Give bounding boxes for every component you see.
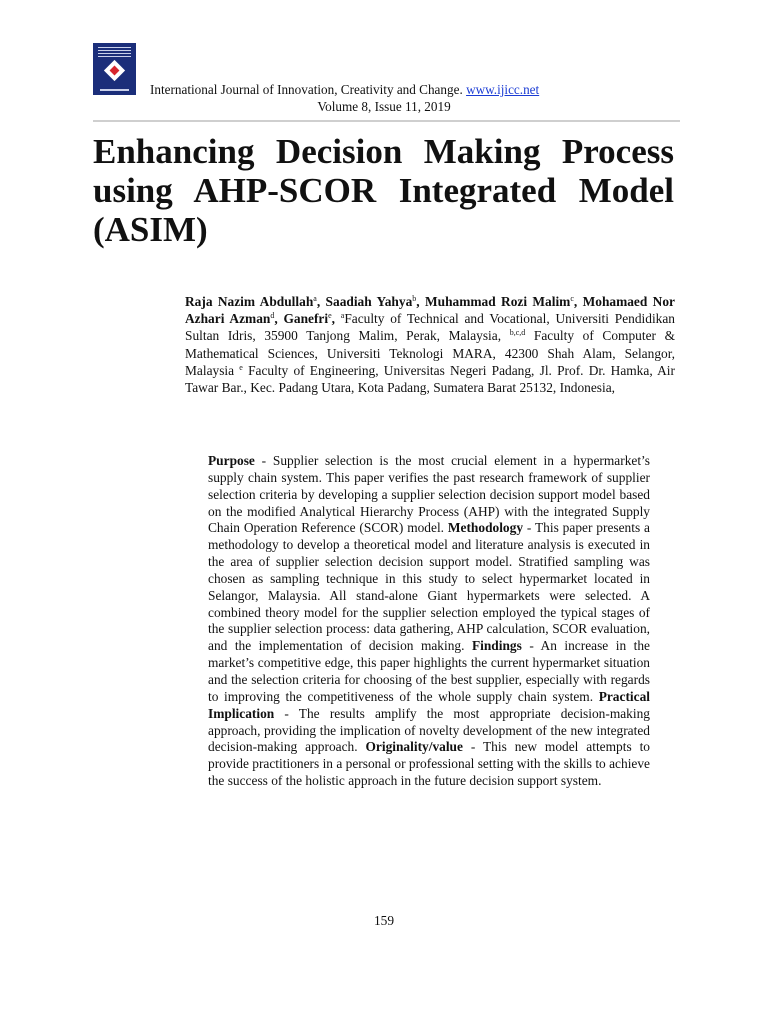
affiliation-e-mark: e xyxy=(239,362,243,372)
affiliation-a-mark: a xyxy=(340,311,345,321)
header-divider xyxy=(93,120,680,122)
abstract-practical-label: Practical Implication xyxy=(208,688,650,721)
author-4: Mohamaed Nor Azhari Azman xyxy=(185,294,675,327)
affiliation-bcd: Faculty of Computer & Mathematical Sciences, Universiti Teknologi MARA, 42300 Shah Alam, Selangor, Malaysia xyxy=(185,328,676,378)
title-line-3: (ASIM) xyxy=(93,210,208,249)
title-line-1: Enhancing Decision Making Process xyxy=(93,132,674,171)
abstract-methodology-label: Methodology xyxy=(447,520,524,536)
journal-logo xyxy=(93,43,136,95)
abstract-findings-text: - An increase in the market’s competitive edge, this paper highlights the current hypermarket situation and the selection criteria for choosing of the best supplier, especially with regards to improving the competitiveness of the whole supply chain system. xyxy=(208,638,650,704)
abstract-purpose-label: Purpose xyxy=(208,453,255,468)
author-2: Saadiah Yahya xyxy=(325,294,413,309)
author-3-affiliation-mark: c xyxy=(570,294,574,303)
logo-footer-line xyxy=(100,89,129,91)
abstract xyxy=(208,453,650,790)
abstract-methodology-text: - This paper presents a methodology to develop a theoretical model and literature analysis is executed in the area of supplier selection decision support model. Stratified sampling was chosen as sampling technique in this study to select hypermarket located in Selangor, Malaysia. All stand-alone Giant hypermarkets were selected. A combined theory model for the supplier selection employed the typical stages of the supplier selection process: data gathering, AHP calculation, SCOR evaluation, and the implementation of decision making. xyxy=(208,520,650,654)
author-affiliations: Raja Nazim Abdullah$^a$, Saadiah Yahya$^b$, Muhammad Rozi Malim$^c$, Mohamaed Nor Azhari Azman$^d$, Ganefri$^e$, $^a$Faculty of Technical and Vocational, Universiti Pendidikan Sultan Idris, 35900 Tanjong Malim, Perak, Malaysia, $^{b,c,d}$ Faculty of Computer & Mathematical Sciences, Universiti Teknologi MARA, 42300 Shah Alam, Selangor, Malaysia $^e$ Faculty of Engineering, Universitas Negeri Padang, Jl. Prof. Dr. Hamka, Air Tawar Bar., Kec. Padang Utara, Kota Padang, Sumatera Barat 25132, Indonesia, xyxy=(185,294,676,396)
journal-url-link[interactable]: www.ijicc.net xyxy=(466,82,540,97)
paper-title xyxy=(93,132,674,249)
logo-text-lines xyxy=(98,47,131,57)
abstract-findings-label: Findings xyxy=(471,638,522,654)
journal-header xyxy=(150,82,539,98)
title-line-2: using AHP-SCOR Integrated Model xyxy=(93,171,674,210)
author-4-affiliation-mark: d xyxy=(270,311,275,321)
page-number: 159 xyxy=(373,913,395,928)
author-1: Raja Nazim Abdullah xyxy=(185,294,314,309)
author-5-affiliation-mark: e xyxy=(328,311,332,321)
affiliation-bcd-mark: b,c,d xyxy=(509,328,526,338)
abstract-purpose-text: - Supplier selection is the most crucial element in a hypermarket’s supply chain system. This paper verifies the past research framework of supplier selection criteria by developing a supplier selection decision support model based on the modified Analytical Hierarchy Process (AHP) with the integrated Supply Chain Operation Reference (SCOR) model. xyxy=(208,453,650,536)
author-3: Muhammad Rozi Malim xyxy=(424,294,571,309)
abstract-originality-text: - This new model attempts to provide practitioners in a personal or professional setting with the skills to achieve the success of the holistic approach in the future decision support system. xyxy=(208,739,650,789)
affiliation-e: Faculty of Engineering, Universitas Negeri Padang, Jl. Prof. Dr. Hamka, Air Tawar Bar., Kec. Padang Utara, Kota Padang, Sumatera Barat 25132, Indonesia, xyxy=(185,362,675,396)
volume-issue: Volume 8, Issue 11, 2019 xyxy=(317,99,451,114)
author-2-affiliation-mark: b xyxy=(412,294,417,303)
author-1-affiliation-mark: a xyxy=(313,294,317,303)
affiliation-a: Faculty of Technical and Vocational, Universiti Pendidikan Sultan Idris, 35900 Tanjong Malim, Perak, Malaysia, xyxy=(185,311,675,344)
abstract-practical-text: - The results amplify the most appropriate decision-making approach, providing the implication of novelty development of the new integrated decision-making approach. xyxy=(208,705,650,755)
abstract-originality-label: Originality/value xyxy=(365,739,463,755)
author-5: Ganefri xyxy=(283,311,329,327)
journal-name: International Journal of Innovation, Creativity and Change. xyxy=(150,82,463,97)
logo-diamond-icon xyxy=(104,60,125,81)
